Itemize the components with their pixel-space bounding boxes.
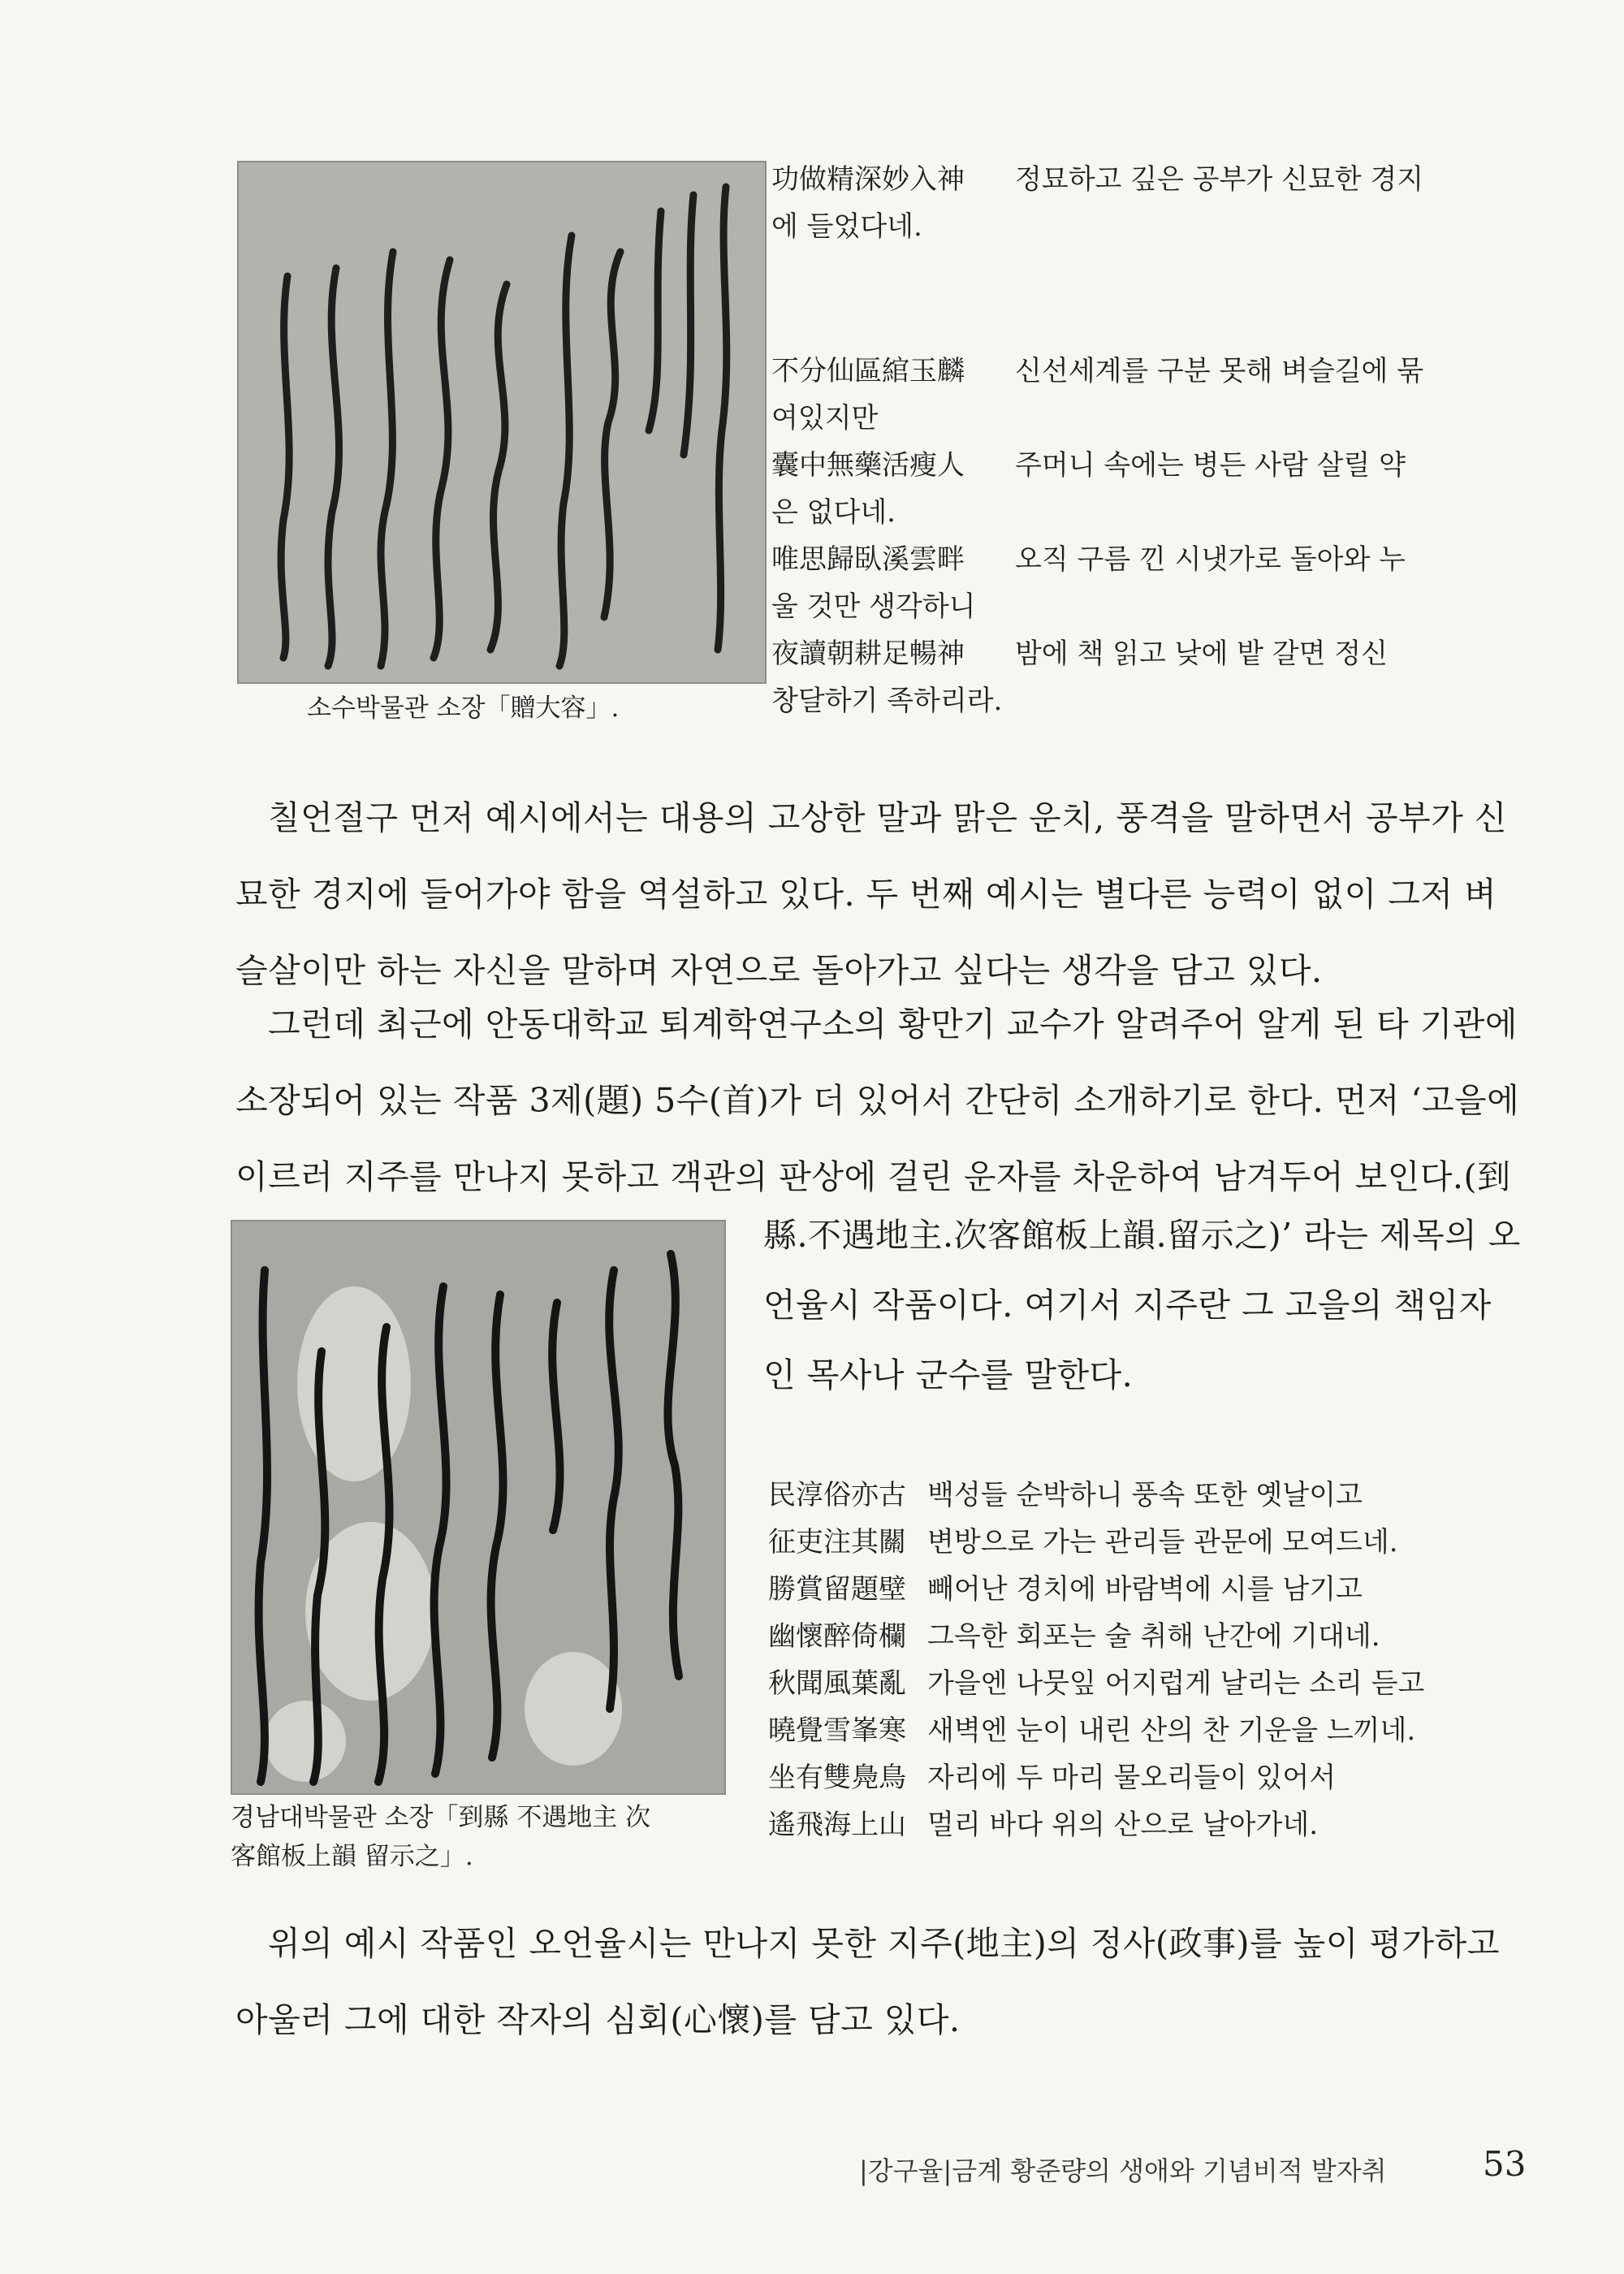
- text-line: 언율시 작품이다. 여기서 지주란 그 고을의 책임자: [763, 1286, 1492, 1325]
- poem-line: [768, 1472, 1515, 1519]
- text-line: 그런데 최근에 안동대학교 퇴계학연구소의 황만기 교수가 알려주어 알게 된 타 기관에: [268, 1005, 1518, 1044]
- poem-line: [768, 1566, 1515, 1613]
- poem-korean: 밤에 책 읽고 낮에 밭 갈면 정신: [1015, 638, 1388, 670]
- poem-hanja: 遙飛海上山: [768, 1809, 906, 1841]
- text-line: 縣.不遇地主.次客館板上韻.留示之)’ 라는 제목의 오: [763, 1216, 1521, 1255]
- paragraph-2-continuation: [763, 1200, 1527, 1410]
- poem-hanja: 勝賞留題壁: [768, 1573, 906, 1606]
- poem-line: [771, 630, 1470, 677]
- poem-korean: 빼어난 경치에 바람벽에 시를 남기고: [927, 1573, 1363, 1606]
- poem-continuation: 여있지만: [771, 402, 879, 434]
- poem-korean: 신선세계를 구분 못해 벼슬길에 묶: [1015, 355, 1424, 387]
- poem-hanja: 不分仙區綰玉麟: [771, 355, 965, 387]
- poem-line: [771, 536, 1470, 583]
- poem-korean: 그윽한 회포는 술 취해 난간에 기대네.: [927, 1620, 1380, 1653]
- text-line: 슬살이만 하는 자신을 말하며 자연으로 돌아가고 싶다는 생각을 담고 있다.: [235, 951, 1323, 990]
- figure2-caption: [231, 1798, 650, 1876]
- poem-continuation: 은 없다네.: [771, 496, 896, 529]
- poem-hanja: 曉覺雪峯寒: [768, 1714, 906, 1747]
- poem-hanja: 征吏注其關: [768, 1526, 906, 1559]
- text-line: 묘한 경지에 들어가야 함을 역설하고 있다. 두 번째 예시는 별다른 능력이 없이 그저 벼: [235, 875, 1497, 914]
- poem-line: [768, 1754, 1515, 1801]
- poem-korean: 가을엔 나뭇잎 어지럽게 날리는 소리 듣고: [927, 1667, 1425, 1700]
- poem-hanja: 坐有雙鳧鳥: [768, 1762, 906, 1794]
- calligraphy-image-2: [231, 1220, 726, 1795]
- text-line: 위의 예시 작품인 오언율시는 만나지 못한 지주(地主)의 정사(政事)를 높이 평가하고: [268, 1924, 1500, 1963]
- poem-korean: 오직 구름 낀 시냇가로 돌아와 누: [1015, 543, 1406, 576]
- text-line: 소장되어 있는 작품 3제(題) 5수(首)가 더 있어서 간단히 소개하기로 한다. 먼저 ‘고을에: [235, 1081, 1520, 1120]
- running-title: |강구율|금계 황준량의 생애와 기념비적 발자취: [859, 2155, 1387, 2186]
- poem-continuation: 창달하기 족하리라.: [771, 685, 1003, 717]
- poem-korean: 백성들 순박하니 풍속 또한 옛날이고: [927, 1479, 1363, 1511]
- poem-hanja: 民淳俗亦古: [768, 1479, 906, 1511]
- poem-korean: 변방으로 가는 관리들 관문에 모여드네.: [927, 1526, 1398, 1559]
- paragraph-3: [235, 1905, 1535, 2058]
- poem-hanja: 唯思歸臥溪雲畔: [771, 543, 965, 576]
- poem-hanja: 幽懷醉倚欄: [768, 1620, 906, 1653]
- poem-continuation: 울 것만 생각하니: [771, 590, 976, 623]
- page-number: 53: [1483, 2144, 1527, 2184]
- poem-line: [768, 1613, 1515, 1660]
- poem-korean: 자리에 두 마리 물오리들이 있어서: [927, 1762, 1337, 1794]
- poem-hanja: 囊中無藥活瘦人: [771, 449, 965, 482]
- poem-line: [768, 1707, 1515, 1754]
- caption-line: 경남대박물관 소장「到縣 不遇地主 次: [231, 1803, 651, 1832]
- poem-line: [771, 156, 1470, 203]
- poem-line: [768, 1519, 1515, 1566]
- figure1-caption: 소수박물관 소장「贈大容」.: [307, 694, 620, 723]
- text-line: 인 목사나 군수를 말한다.: [763, 1355, 1134, 1394]
- poem-korean: 주머니 속에는 병든 사람 살릴 약: [1015, 449, 1406, 482]
- poem-line: [771, 348, 1470, 395]
- poem-hanja: 夜讀朝耕足暢神: [771, 638, 965, 670]
- poem-hanja: 秋聞風葉亂: [768, 1667, 906, 1700]
- poem1-block: [771, 156, 1470, 724]
- caption-line: 客館板上韻 留示之」.: [231, 1842, 473, 1871]
- text-line: 이르러 지주를 만나지 못하고 객관의 판상에 걸린 운자를 차운하여 남겨두어 보인다.(到: [235, 1157, 1511, 1196]
- poem-continuation: 에 들었다네.: [771, 210, 922, 243]
- paragraph-2: [235, 986, 1535, 1215]
- poem-line: [768, 1801, 1515, 1848]
- poem2-block: [768, 1472, 1515, 1848]
- poem-korean: 새벽엔 눈이 내린 산의 찬 기운을 느끼네.: [927, 1714, 1416, 1747]
- text-line: 아울러 그에 대한 작자의 심회(心懷)를 담고 있다.: [235, 2000, 961, 2039]
- paragraph-1: [235, 780, 1535, 1009]
- poem-line: [771, 442, 1470, 489]
- poem-line: [768, 1660, 1515, 1707]
- poem-hanja: 功做精深妙入神: [771, 163, 965, 196]
- text-line: 칠언절구 먼저 예시에서는 대용의 고상한 말과 맑은 운치, 풍격을 말하면서 공부가 신: [268, 798, 1507, 837]
- calligraphy-image-1: [237, 161, 767, 684]
- poem-korean: 멀리 바다 위의 산으로 날아가네.: [927, 1809, 1319, 1841]
- poem-korean: 정묘하고 깊은 공부가 신묘한 경지: [1015, 163, 1424, 196]
